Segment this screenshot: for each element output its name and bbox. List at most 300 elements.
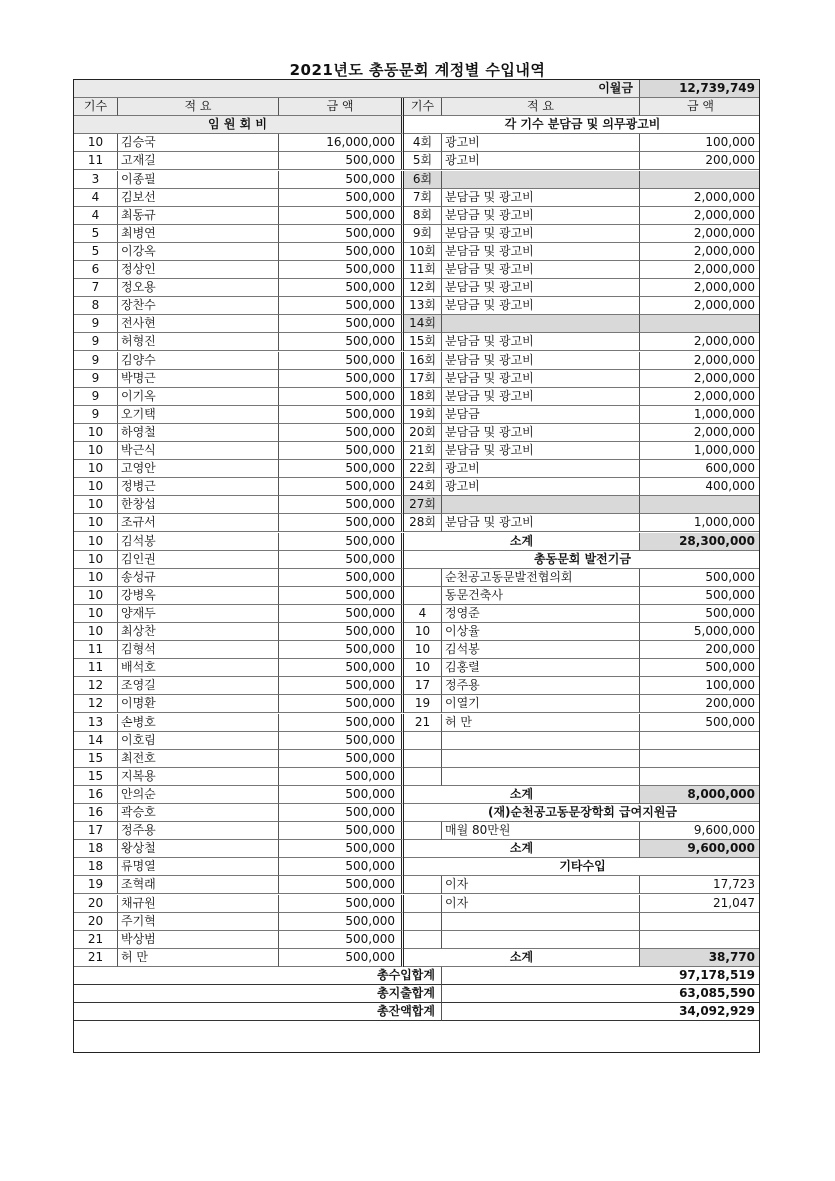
right-amount: 100,000 (640, 677, 760, 695)
left-amount: 500,000 (279, 370, 404, 388)
left-name: 조혁래 (118, 876, 279, 894)
total-amount: 63,085,590 (442, 985, 760, 1003)
right-amount: 2,000,000 (640, 189, 760, 207)
right-name: 분담금 및 광고비 (442, 297, 640, 315)
left-gisu: 9 (74, 315, 118, 333)
right-name: 광고비 (442, 478, 640, 496)
right-name (442, 931, 640, 949)
right-name: 김홍렬 (442, 659, 640, 677)
left-gisu: 4 (74, 189, 118, 207)
left-name: 하영철 (118, 424, 279, 442)
right-gisu: 10 (404, 641, 442, 659)
right-amount: 200,000 (640, 152, 760, 170)
total-label: 총수입합계 (74, 967, 442, 985)
right-gisu (404, 587, 442, 605)
right-name: 분담금 및 광고비 (442, 424, 640, 442)
right-name: 김석봉 (442, 641, 640, 659)
left-amount: 500,000 (279, 333, 404, 351)
right-name: 이자 (442, 876, 640, 894)
left-gisu: 10 (74, 496, 118, 514)
left-amount: 500,000 (279, 478, 404, 496)
table-row (74, 750, 759, 768)
left-gisu: 5 (74, 243, 118, 261)
right-amount: 2,000,000 (640, 424, 760, 442)
right-gisu: 10회 (404, 243, 442, 261)
total-amount: 97,178,519 (442, 967, 760, 985)
right-gisu (404, 750, 442, 768)
right-gisu: 9회 (404, 225, 442, 243)
right-gisu: 15회 (404, 333, 442, 351)
right-amount: 1,000,000 (640, 514, 760, 532)
table-row (74, 677, 759, 695)
left-name: 최상찬 (118, 623, 279, 641)
left-gisu: 16 (74, 786, 118, 804)
left-gisu: 9 (74, 388, 118, 406)
table-row (74, 261, 759, 279)
table-row (74, 152, 759, 170)
right-name: 분담금 및 광고비 (442, 370, 640, 388)
left-name: 박상범 (118, 931, 279, 949)
left-gisu: 10 (74, 605, 118, 623)
left-name: 이기옥 (118, 388, 279, 406)
left-gisu: 21 (74, 931, 118, 949)
left-name: 이종필 (118, 171, 279, 189)
left-gisu: 4 (74, 207, 118, 225)
left-amount: 500,000 (279, 152, 404, 170)
right-amount (640, 171, 760, 189)
table-row (74, 171, 759, 189)
table-row (74, 116, 759, 134)
left-gisu: 19 (74, 876, 118, 894)
right-section-title: 총동문회 발전기금 (404, 551, 760, 569)
carryover-label: 이월금 (404, 80, 640, 98)
table-row (74, 949, 759, 967)
table-row (74, 333, 759, 351)
table-row (74, 822, 759, 840)
right-amount (640, 732, 760, 750)
table-row (74, 442, 759, 460)
right-amount (640, 315, 760, 333)
right-gisu: 4 (404, 605, 442, 623)
right-gisu (404, 913, 442, 931)
right-amount (640, 913, 760, 931)
table-row (74, 189, 759, 207)
header-gisu-right: 기수 (404, 98, 442, 116)
right-amount (640, 750, 760, 768)
right-amount: 17,723 (640, 876, 760, 894)
left-name: 강병옥 (118, 587, 279, 605)
left-name: 정주용 (118, 822, 279, 840)
table-row (74, 478, 759, 496)
right-gisu: 20회 (404, 424, 442, 442)
left-amount: 500,000 (279, 569, 404, 587)
right-gisu: 12회 (404, 279, 442, 297)
right-gisu (404, 768, 442, 786)
table-row (74, 659, 759, 677)
right-name: 분담금 및 광고비 (442, 388, 640, 406)
right-name: 이열기 (442, 695, 640, 713)
left-amount: 16,000,000 (279, 134, 404, 152)
left-amount: 500,000 (279, 750, 404, 768)
right-subtotal-label: 소계 (404, 533, 640, 551)
header-row (74, 98, 759, 116)
right-name: 매월 80만원 (442, 822, 640, 840)
left-name: 최병연 (118, 225, 279, 243)
table-row (74, 551, 759, 569)
header-gisu-left: 기수 (74, 98, 118, 116)
right-name: 분담금 및 광고비 (442, 225, 640, 243)
left-name: 안의순 (118, 786, 279, 804)
left-gisu: 20 (74, 895, 118, 913)
right-amount (640, 496, 760, 514)
left-amount: 500,000 (279, 786, 404, 804)
left-gisu: 9 (74, 352, 118, 370)
left-amount: 500,000 (279, 297, 404, 315)
left-amount: 500,000 (279, 514, 404, 532)
left-gisu: 12 (74, 695, 118, 713)
left-amount: 500,000 (279, 587, 404, 605)
total-row (74, 985, 759, 1003)
right-subtotal-label: 소계 (404, 786, 640, 804)
left-name: 고재길 (118, 152, 279, 170)
left-name: 장찬수 (118, 297, 279, 315)
left-gisu: 14 (74, 732, 118, 750)
right-name: 분담금 및 광고비 (442, 189, 640, 207)
right-gisu: 14회 (404, 315, 442, 333)
left-amount: 500,000 (279, 931, 404, 949)
table-row (74, 424, 759, 442)
right-amount: 1,000,000 (640, 442, 760, 460)
left-name: 조규서 (118, 514, 279, 532)
right-amount: 500,000 (640, 605, 760, 623)
left-name: 정오용 (118, 279, 279, 297)
left-amount: 500,000 (279, 533, 404, 551)
left-gisu: 18 (74, 840, 118, 858)
right-section-title: (재)순천공고동문장학회 급여지원금 (404, 804, 760, 822)
right-subtotal-amount: 28,300,000 (640, 533, 760, 551)
page-title: 2021년도 총동문회 계정별 수입내역 (289, 61, 546, 79)
right-name: 정영준 (442, 605, 640, 623)
left-gisu: 10 (74, 134, 118, 152)
left-name: 배석호 (118, 659, 279, 677)
left-amount: 500,000 (279, 714, 404, 732)
table-row (74, 786, 759, 804)
left-amount: 500,000 (279, 315, 404, 333)
left-name: 손병호 (118, 714, 279, 732)
right-name: 광고비 (442, 152, 640, 170)
table-row (74, 623, 759, 641)
right-amount: 400,000 (640, 478, 760, 496)
right-name: 분담금 및 광고비 (442, 442, 640, 460)
left-name: 조영길 (118, 677, 279, 695)
left-name: 주기혁 (118, 913, 279, 931)
left-name: 정병근 (118, 478, 279, 496)
left-gisu: 10 (74, 533, 118, 551)
right-name: 이상율 (442, 623, 640, 641)
header-jeokyo-left: 적 요 (118, 98, 279, 116)
total-row (74, 1003, 759, 1021)
left-amount: 500,000 (279, 424, 404, 442)
left-amount: 500,000 (279, 913, 404, 931)
right-amount: 2,000,000 (640, 279, 760, 297)
left-gisu: 11 (74, 152, 118, 170)
right-name: 분담금 및 광고비 (442, 243, 640, 261)
table-row (74, 714, 759, 732)
left-name: 김형석 (118, 641, 279, 659)
table-row (74, 641, 759, 659)
left-name: 박근식 (118, 442, 279, 460)
left-amount: 500,000 (279, 496, 404, 514)
table-row (74, 840, 759, 858)
right-section-title: 기타수입 (404, 858, 760, 876)
left-name: 양재두 (118, 605, 279, 623)
left-amount: 500,000 (279, 243, 404, 261)
left-gisu: 9 (74, 370, 118, 388)
header-amount-left: 금 액 (279, 98, 404, 116)
table-row (74, 768, 759, 786)
table-row (74, 605, 759, 623)
left-name: 지복용 (118, 768, 279, 786)
table-row (74, 569, 759, 587)
right-name: 분담금 및 광고비 (442, 352, 640, 370)
left-amount: 500,000 (279, 677, 404, 695)
left-amount: 500,000 (279, 840, 404, 858)
right-gisu: 7회 (404, 189, 442, 207)
header-amount-right: 금 액 (640, 98, 760, 116)
right-amount: 1,000,000 (640, 406, 760, 424)
left-gisu: 10 (74, 442, 118, 460)
left-gisu: 11 (74, 659, 118, 677)
right-name: 동문건축사 (442, 587, 640, 605)
left-name: 이강옥 (118, 243, 279, 261)
table-row (74, 913, 759, 931)
left-gisu: 6 (74, 261, 118, 279)
left-gisu: 18 (74, 858, 118, 876)
right-name: 순천공고동문발전협의회 (442, 569, 640, 587)
left-name: 류명열 (118, 858, 279, 876)
left-name: 최전호 (118, 750, 279, 768)
right-amount: 600,000 (640, 460, 760, 478)
left-gisu: 10 (74, 460, 118, 478)
left-amount: 500,000 (279, 659, 404, 677)
left-gisu: 10 (74, 551, 118, 569)
left-name: 오기택 (118, 406, 279, 424)
right-gisu: 17 (404, 677, 442, 695)
right-gisu (404, 876, 442, 894)
right-amount: 9,600,000 (640, 822, 760, 840)
right-gisu: 19회 (404, 406, 442, 424)
table-row (74, 460, 759, 478)
right-amount: 2,000,000 (640, 225, 760, 243)
total-amount: 34,092,929 (442, 1003, 760, 1021)
table-row (74, 134, 759, 152)
left-gisu: 13 (74, 714, 118, 732)
right-name: 분담금 및 광고비 (442, 207, 640, 225)
table-row (74, 496, 759, 514)
right-section-title: 각 기수 분담금 및 의무광고비 (404, 116, 760, 134)
header-jeokyo-right: 적 요 (442, 98, 640, 116)
right-name (442, 768, 640, 786)
left-name: 김양수 (118, 352, 279, 370)
left-gisu: 8 (74, 297, 118, 315)
table-row (74, 352, 759, 370)
right-name: 분담금 (442, 406, 640, 424)
left-amount: 500,000 (279, 442, 404, 460)
left-gisu: 15 (74, 768, 118, 786)
left-amount: 500,000 (279, 822, 404, 840)
left-amount: 500,000 (279, 189, 404, 207)
left-amount: 500,000 (279, 605, 404, 623)
right-name (442, 171, 640, 189)
right-name (442, 913, 640, 931)
right-subtotal-amount: 9,600,000 (640, 840, 760, 858)
right-amount (640, 931, 760, 949)
table-row (74, 315, 759, 333)
right-amount: 5,000,000 (640, 623, 760, 641)
total-label: 총지출합계 (74, 985, 442, 1003)
left-amount: 500,000 (279, 768, 404, 786)
table-row (74, 931, 759, 949)
left-gisu: 15 (74, 750, 118, 768)
table-row (74, 533, 759, 551)
right-amount: 2,000,000 (640, 243, 760, 261)
table-row (74, 388, 759, 406)
right-amount: 500,000 (640, 659, 760, 677)
left-name: 김석봉 (118, 533, 279, 551)
left-amount: 500,000 (279, 352, 404, 370)
right-name: 허 만 (442, 714, 640, 732)
right-amount: 200,000 (640, 641, 760, 659)
left-name: 고영안 (118, 460, 279, 478)
right-gisu: 27회 (404, 496, 442, 514)
table-row (74, 587, 759, 605)
right-gisu: 8회 (404, 207, 442, 225)
right-amount: 2,000,000 (640, 352, 760, 370)
right-name: 정주용 (442, 677, 640, 695)
left-name: 허 만 (118, 949, 279, 967)
left-name: 곽승호 (118, 804, 279, 822)
table-row (74, 207, 759, 225)
carryover-amount: 12,739,749 (640, 80, 760, 98)
table-row (74, 225, 759, 243)
right-gisu: 28회 (404, 514, 442, 532)
right-gisu: 22회 (404, 460, 442, 478)
left-name: 한창섭 (118, 496, 279, 514)
left-section-title: 임 원 회 비 (74, 116, 404, 134)
left-amount: 500,000 (279, 171, 404, 189)
table-row (74, 876, 759, 894)
left-gisu: 12 (74, 677, 118, 695)
right-name: 분담금 및 광고비 (442, 333, 640, 351)
right-name (442, 315, 640, 333)
right-amount: 21,047 (640, 895, 760, 913)
right-name: 분담금 및 광고비 (442, 261, 640, 279)
left-name: 정상인 (118, 261, 279, 279)
left-amount: 500,000 (279, 623, 404, 641)
left-amount: 500,000 (279, 641, 404, 659)
income-ledger-table (73, 79, 760, 1053)
table-row (74, 732, 759, 750)
left-gisu: 11 (74, 641, 118, 659)
left-amount: 500,000 (279, 460, 404, 478)
left-name: 송성규 (118, 569, 279, 587)
right-gisu: 24회 (404, 478, 442, 496)
left-amount: 500,000 (279, 551, 404, 569)
table-row (74, 895, 759, 913)
left-gisu: 5 (74, 225, 118, 243)
right-amount: 500,000 (640, 587, 760, 605)
left-amount: 500,000 (279, 406, 404, 424)
table-row (74, 370, 759, 388)
left-gisu: 10 (74, 623, 118, 641)
left-amount: 500,000 (279, 876, 404, 894)
left-gisu: 10 (74, 424, 118, 442)
right-amount: 2,000,000 (640, 207, 760, 225)
left-name: 채규원 (118, 895, 279, 913)
right-gisu (404, 732, 442, 750)
left-amount: 500,000 (279, 732, 404, 750)
left-gisu: 9 (74, 406, 118, 424)
right-gisu: 11회 (404, 261, 442, 279)
right-name: 광고비 (442, 460, 640, 478)
left-name: 왕상철 (118, 840, 279, 858)
right-gisu: 13회 (404, 297, 442, 315)
table-row (74, 406, 759, 424)
right-name: 이자 (442, 895, 640, 913)
left-gisu: 17 (74, 822, 118, 840)
left-amount: 500,000 (279, 949, 404, 967)
left-amount: 500,000 (279, 388, 404, 406)
right-subtotal-amount: 8,000,000 (640, 786, 760, 804)
total-label: 총잔액합계 (74, 1003, 442, 1021)
left-amount: 500,000 (279, 804, 404, 822)
right-subtotal-amount: 38,770 (640, 949, 760, 967)
table-row (74, 297, 759, 315)
left-name: 박명근 (118, 370, 279, 388)
right-gisu (404, 569, 442, 587)
right-name: 분담금 및 광고비 (442, 279, 640, 297)
left-name: 이호림 (118, 732, 279, 750)
left-gisu: 7 (74, 279, 118, 297)
right-gisu: 19 (404, 695, 442, 713)
left-gisu: 21 (74, 949, 118, 967)
carryover-row (74, 80, 759, 98)
right-amount: 2,000,000 (640, 370, 760, 388)
right-gisu (404, 931, 442, 949)
left-gisu: 9 (74, 333, 118, 351)
table-row (74, 804, 759, 822)
right-amount: 2,000,000 (640, 297, 760, 315)
left-gisu: 16 (74, 804, 118, 822)
table-row (74, 514, 759, 532)
right-name: 광고비 (442, 134, 640, 152)
right-gisu: 6회 (404, 171, 442, 189)
right-name: 분담금 및 광고비 (442, 514, 640, 532)
right-amount: 2,000,000 (640, 388, 760, 406)
left-amount: 500,000 (279, 895, 404, 913)
left-amount: 500,000 (279, 225, 404, 243)
left-gisu: 20 (74, 913, 118, 931)
right-gisu: 16회 (404, 352, 442, 370)
left-gisu: 3 (74, 171, 118, 189)
right-amount (640, 768, 760, 786)
right-gisu: 10 (404, 623, 442, 641)
right-amount: 2,000,000 (640, 333, 760, 351)
left-name: 허형진 (118, 333, 279, 351)
right-gisu (404, 822, 442, 840)
right-amount: 500,000 (640, 569, 760, 587)
left-amount: 500,000 (279, 858, 404, 876)
